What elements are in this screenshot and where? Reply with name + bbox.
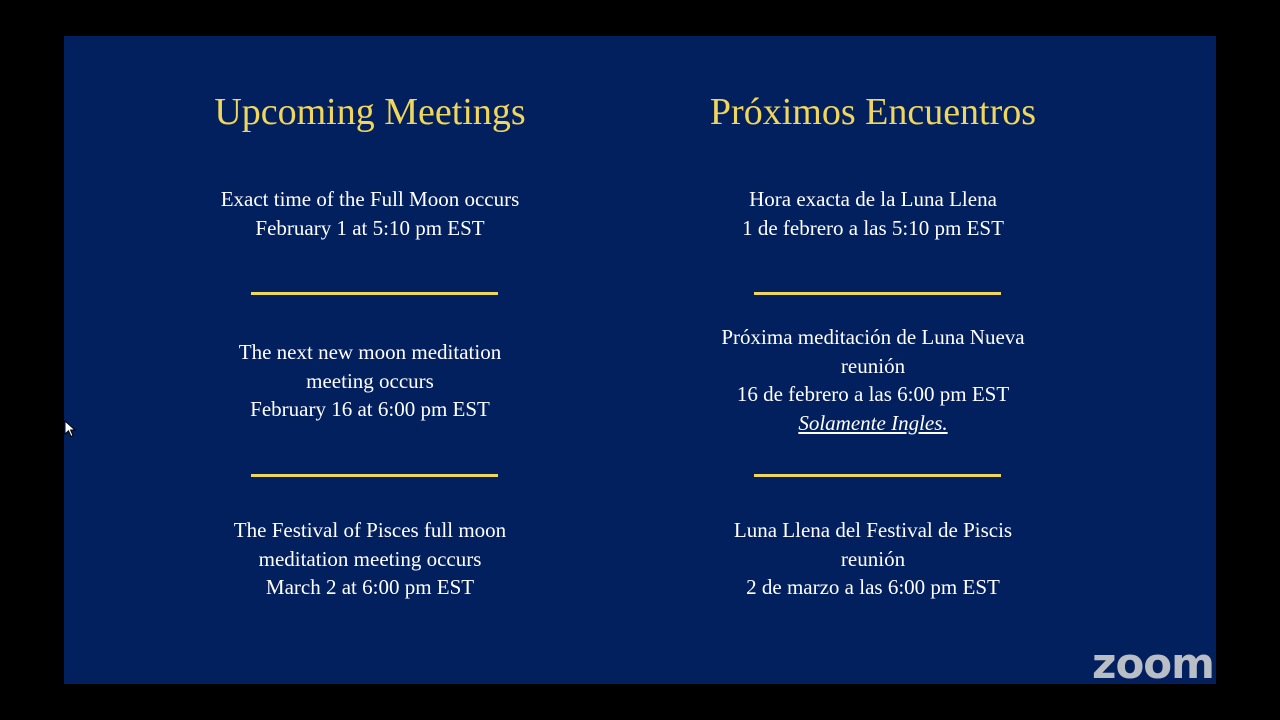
gold-divider [251,292,498,295]
block-line: reunión [840,353,906,378]
block-line: 16 de febrero a las 6:00 pm EST [736,382,1010,406]
english-column [160,36,580,684]
gold-divider [754,292,1001,295]
block-line: meeting occurs [306,368,434,393]
block-line: March 2 at 6:00 pm EST [265,575,475,599]
spanish-only-english-note: Solamente Ingles. [798,410,948,435]
spanish-heading: Próximos Encuentros [709,91,1037,133]
block-line: 1 de febrero a las 5:10 pm EST [742,215,1004,240]
english-pisces-block [160,516,580,602]
block-line: 2 de marzo a las 6:00 pm EST [746,575,1000,599]
english-heading: Upcoming Meetings [214,91,526,133]
block-line: Hora exacta de la Luna Llena [749,187,997,211]
block-line: Próxima meditación de Luna Nueva [721,325,1025,349]
gold-divider [754,474,1001,477]
block-line: meditation meeting occurs [258,546,482,571]
block-line: Luna Llena del Festival de Piscis [733,518,1013,542]
spanish-new-moon-block [663,323,1083,437]
spanish-pisces-block [663,516,1083,602]
english-new-moon-block [160,338,580,424]
mouse-pointer-icon [64,420,78,438]
presentation-slide [64,36,1216,688]
block-line: February 16 at 6:00 pm EST [250,397,490,421]
block-line: reunión [840,546,906,571]
block-line: The next new moon meditation [238,340,502,364]
gold-divider [251,474,498,477]
block-line: The Festival of Pisces full moon [233,518,507,542]
english-full-moon-block [160,185,580,242]
block-line: Exact time of the Full Moon occurs [220,187,520,211]
spanish-full-moon-block [663,185,1083,242]
zoom-logo: zoom [1092,639,1214,688]
spanish-column [663,36,1083,684]
block-line: February 1 at 5:10 pm EST [255,215,485,240]
